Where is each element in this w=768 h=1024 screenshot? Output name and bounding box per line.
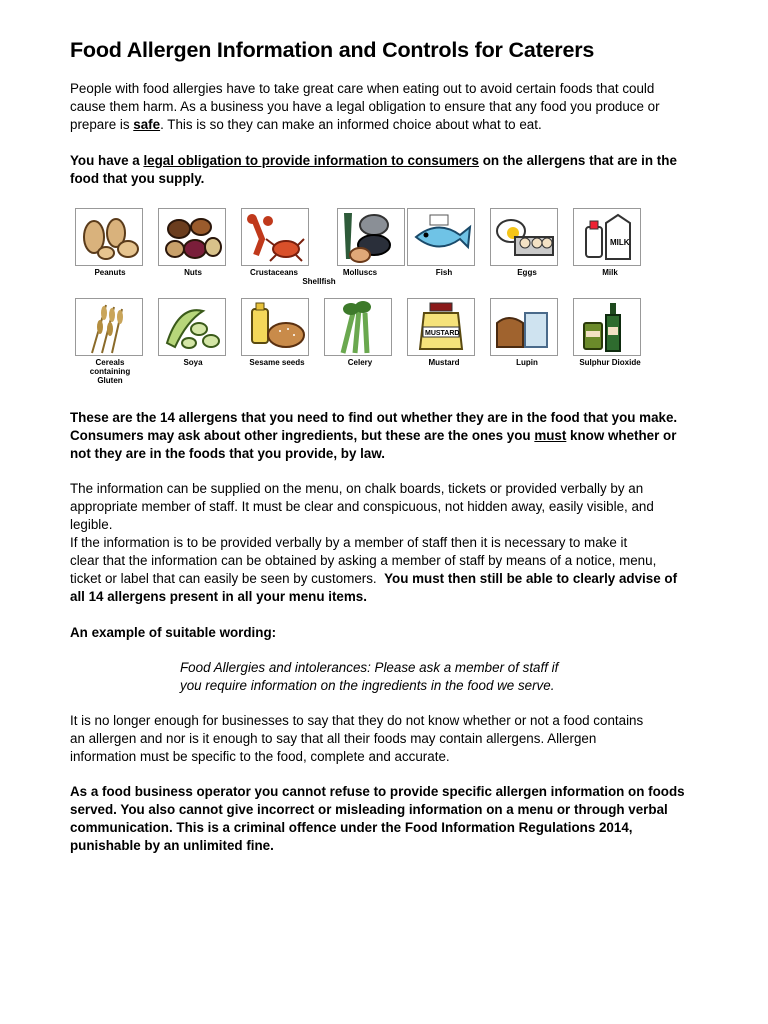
supply-paragraph: [70, 480, 720, 606]
safe-emphasis: safe: [133, 117, 161, 132]
fourteen-line: These are the 14 allergens that you need to find out whether they are in the food that you make.: [70, 410, 678, 425]
supply-text: ticket or label that can easily be seen by customers.: [70, 571, 385, 586]
celery-tile: [324, 298, 392, 356]
page-title: Food Allergen Information and Controls for Caterers: [70, 38, 595, 62]
lupin-icon: [491, 299, 557, 355]
wheat-icon: [76, 299, 142, 355]
allergen-label: Molluscs: [342, 268, 378, 277]
milk-icon: [574, 209, 640, 265]
mollusc-tile: [337, 208, 405, 266]
soya-icon: [159, 299, 225, 355]
allergen-label: Nuts: [184, 268, 202, 277]
supply-bold: You must then still be able to clearly advise of: [384, 571, 678, 586]
example-line: you require information on the ingredients in the food we serve.: [180, 678, 555, 693]
supply-line: The information can be supplied on the menu, on chalk boards, tickets or provided verbally by an: [70, 481, 644, 496]
nuts-tile: [158, 208, 226, 266]
operator-line: communication. This is a criminal offence under the Food Information Regulations 2014,: [70, 820, 633, 835]
allergen-label: Mustard: [428, 358, 460, 367]
allergen-label: Sesame seeds: [249, 358, 305, 367]
egg-tile: [490, 208, 558, 266]
intro-line: cause them harm. As a business you have a legal obligation to ensure that any food you produce or: [70, 99, 660, 114]
wheat-tile: [75, 298, 143, 356]
operator-line: punishable by an unlimited fine.: [70, 838, 274, 853]
fourteen-line: [70, 427, 720, 445]
allergen-grid: [0, 0, 768, 400]
nolonger-line: an allergen and nor is it enough to say that all their foods may contain allergens. Allergen: [70, 731, 597, 746]
lupin-tile: [490, 298, 558, 356]
allergen-label: Fish: [435, 268, 453, 277]
allergen-label: Sulphur Dioxide: [579, 358, 641, 367]
milk-tile: [573, 208, 641, 266]
allergen-label: Celery: [347, 358, 373, 367]
nolonger-line: It is no longer enough for businesses to say that they do not know whether or not a food contains: [70, 713, 644, 728]
sesame-tile: [241, 298, 309, 356]
crustacean-tile: [241, 208, 309, 266]
mollusc-icon: [338, 209, 404, 265]
milk-carton-text: MILK: [610, 238, 630, 247]
egg-icon: [491, 209, 557, 265]
operator-paragraph: [70, 783, 720, 855]
allergen-label: Milk: [602, 268, 618, 277]
supply-line: If the information is to be provided verbally by a member of staff then it is necessary to make it: [70, 535, 628, 550]
intro-text: prepare is: [70, 117, 134, 132]
cereals-label-line: Cereals: [95, 358, 125, 367]
cereals-label-line: containing: [89, 367, 131, 376]
operator-line: As a food business operator you cannot refuse to provide specific allergen information on foods: [70, 784, 685, 799]
obligation-text: on the allergens that are in the: [478, 153, 677, 168]
peanut-icon: [76, 209, 142, 265]
intro-line: People with food allergies have to take great care when eating out to avoid certain foods that could: [70, 81, 655, 96]
allergen-label: Peanuts: [94, 268, 126, 277]
obligation-text: You have a: [70, 153, 144, 168]
crustacean-icon: [242, 209, 308, 265]
fish-tile: [407, 208, 475, 266]
wine-tile: [573, 298, 641, 356]
nolonger-line: information must be specific to the food, complete and accurate.: [70, 749, 450, 764]
supply-line: legible.: [70, 517, 113, 532]
cereals-label: [65, 358, 155, 385]
peanut-tile: [75, 208, 143, 266]
nuts-icon: [159, 209, 225, 265]
cereals-label-line: Gluten: [97, 376, 123, 385]
must-emphasis: must: [534, 428, 567, 443]
obligation-line: food that you supply.: [70, 171, 205, 186]
allergen-label: Eggs: [517, 268, 537, 277]
example-line: Food Allergies and intolerances: Please ask a member of staff if: [180, 660, 559, 675]
mustard-tile: [407, 298, 475, 356]
operator-line: served. You also cannot give incorrect or misleading information on a menu or through verbal: [70, 802, 668, 817]
shellfish-label: Shellfish: [302, 277, 336, 286]
mustard-icon: [408, 299, 474, 355]
fourteen-line: not they are in the foods that you provide, by law.: [70, 446, 385, 461]
obligation-link[interactable]: legal obligation to provide information to consumers: [143, 153, 479, 168]
celery-icon: [325, 299, 391, 355]
sesame-icon: [242, 299, 308, 355]
allergen-label: Soya: [183, 358, 203, 367]
example-heading: An example of suitable wording:: [70, 625, 277, 640]
supply-line: appropriate member of staff. It must be clear and conspicuous, not hidden away, easily visible, and: [70, 499, 654, 514]
wine-icon: [574, 299, 640, 355]
nolonger-paragraph: [70, 712, 720, 766]
fourteen-text: know whether or: [566, 428, 677, 443]
example-wording: [180, 659, 700, 695]
allergen-label: Crustaceans: [249, 268, 299, 277]
intro-text: . This is so they can make an informed choice about what to eat.: [160, 117, 542, 132]
allergen-label: Lupin: [516, 358, 538, 367]
supply-line: clear that the information can be obtained by asking a member of staff by means of a notice, menu,: [70, 553, 657, 568]
mustard-jar-text: MUSTARD: [425, 330, 460, 337]
soya-tile: [158, 298, 226, 356]
fourteen-text: Consumers may ask about other ingredients, but these are the ones you: [70, 428, 535, 443]
supply-line: [70, 570, 720, 588]
fish-icon: [408, 209, 474, 265]
fourteen-paragraph: [70, 409, 720, 463]
supply-line: all 14 allergens present in all your menu items.: [70, 589, 367, 604]
